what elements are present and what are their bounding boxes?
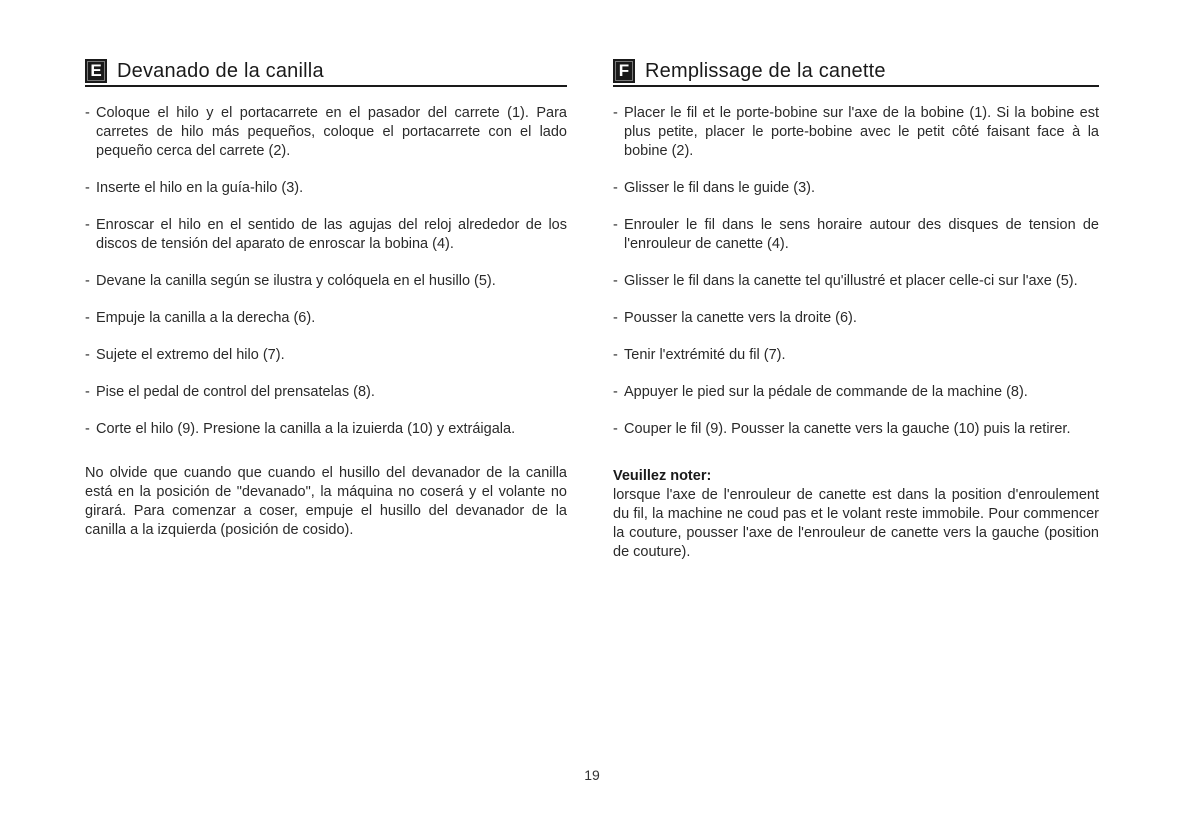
french-section-title: Remplissage de la canette	[645, 60, 886, 82]
french-step-list	[613, 104, 1099, 439]
list-item: - Tenir l'extrémité du fil (7).	[613, 346, 1099, 365]
list-item: - Glisser le fil dans la canette tel qu'illustré et placer celle-ci sur l'axe (5).	[613, 272, 1099, 291]
list-item: - Enrouler le fil dans le sens horaire autour des disques de tension de l'enrouleur de canette (4).	[613, 216, 1099, 254]
list-item: - Devane la canilla según se ilustra y colóquela en el husillo (5).	[85, 272, 567, 291]
spanish-step-list	[85, 104, 567, 439]
french-note	[613, 467, 1099, 562]
spanish-language-badge: E	[85, 59, 107, 83]
french-section-header	[613, 56, 1099, 87]
french-note-body: lorsque l'axe de l'enrouleur de canette est dans la position d'enroulement du fil, la machine ne coud pas et le volant reste immobile. Pour commencer la couture, pousser l'axe de l'enrouleur de canette vers la gauche (position de couture).	[613, 487, 1099, 560]
list-item: - Enroscar el hilo en el sentido de las agujas del reloj alrededor de los discos de tensión del aparato de enroscar la bobina (4).	[85, 216, 567, 254]
list-item: - Empuje la canilla a la derecha (6).	[85, 309, 567, 328]
list-item: - Inserte el hilo en la guía-hilo (3).	[85, 179, 567, 198]
french-column	[613, 56, 1099, 562]
list-item: - Coloque el hilo y el portacarrete en el pasador del carrete (1). Para carretes de hilo más pequeños, coloque el portacarrete con el lado pequeño cerca del carrete (2).	[85, 104, 567, 161]
spanish-section-title: Devanado de la canilla	[117, 60, 324, 82]
spanish-column	[85, 56, 567, 555]
list-item: - Pousser la canette vers la droite (6).	[613, 309, 1099, 328]
list-item: - Corte el hilo (9). Presione la canilla a la izuierda (10) y extráigala.	[85, 420, 567, 439]
list-item: - Placer le fil et le porte-bobine sur l'axe de la bobine (1). Si la bobine est plus petite, placer le porte-bobine avec le petit côté faisant face à la bobine (2).	[613, 104, 1099, 161]
french-note-heading: Veuillez noter:	[613, 468, 712, 484]
french-language-badge: F	[613, 59, 635, 83]
page-number: 19	[584, 767, 600, 783]
list-item: - Sujete el extremo del hilo (7).	[85, 346, 567, 365]
list-item: - Appuyer le pied sur la pédale de commande de la machine (8).	[613, 383, 1099, 402]
spanish-section-header	[85, 56, 567, 87]
list-item: - Couper le fil (9). Pousser la canette vers la gauche (10) puis la retirer.	[613, 420, 1099, 439]
list-item: - Pise el pedal de control del prensatelas (8).	[85, 383, 567, 402]
list-item: - Glisser le fil dans le guide (3).	[613, 179, 1099, 198]
spanish-note: No olvide que cuando que cuando el husillo del devanador de la canilla está en la posición de "devanado", la máquina no coserá y el volante no girará. Para comenzar a coser, empuje el husillo del devanador de la canilla a la izquierda (posición de cosido).	[85, 465, 567, 538]
